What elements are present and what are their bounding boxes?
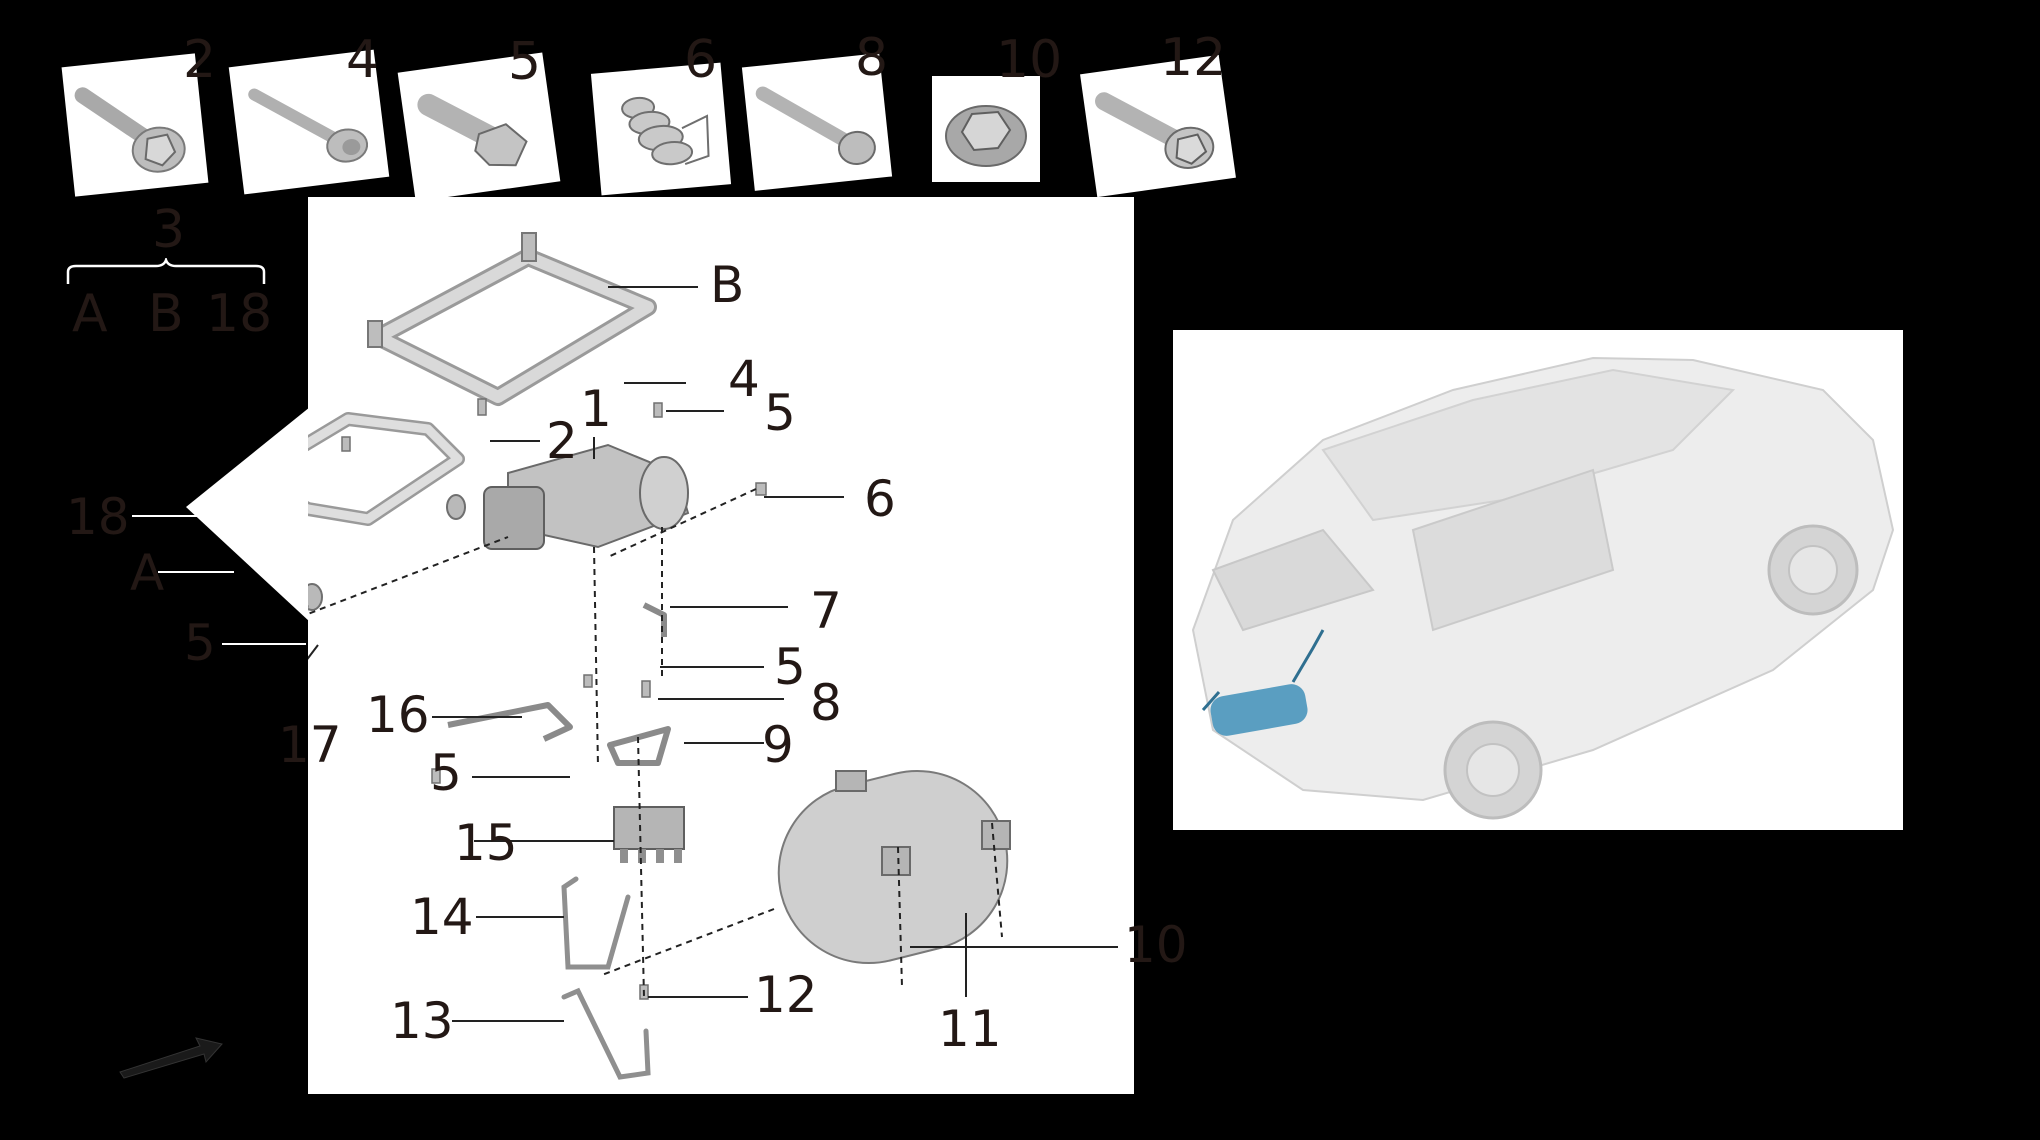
callout-a: A	[130, 544, 165, 602]
kit-member-b: B	[148, 284, 184, 344]
callout-10: 10	[1124, 916, 1188, 974]
fastener-number-4: 4	[346, 30, 380, 90]
callout-16: 16	[366, 686, 430, 744]
callout-5-lower: 5	[430, 744, 462, 802]
callout-15: 15	[454, 814, 518, 872]
callout-5-upper: 5	[764, 384, 796, 442]
fastener-thumb-10	[932, 76, 1040, 182]
callout-5-left: 5	[184, 614, 216, 672]
kit-number: 3	[152, 200, 186, 260]
fastener-number-5: 5	[508, 32, 542, 92]
fastener-number-10: 10	[996, 30, 1063, 90]
callout-b: B	[710, 256, 745, 314]
vehicle-outline	[1193, 358, 1893, 818]
callout-5-mid: 5	[774, 638, 806, 696]
callout-2: 2	[546, 412, 578, 470]
valve-block	[614, 807, 684, 863]
fastener-number-12: 12	[1160, 28, 1227, 88]
mounting-brackets	[308, 605, 668, 763]
callout-11: 11	[938, 1000, 1002, 1058]
orientation-arrow-icon	[110, 1032, 230, 1082]
kit-member-18: 18	[206, 284, 273, 344]
callout-6: 6	[864, 470, 896, 528]
callout-1: 1	[580, 380, 612, 438]
exploded-view-panel	[308, 197, 1134, 1094]
fastener-number-6: 6	[684, 30, 718, 90]
callout-4: 4	[728, 350, 760, 408]
compressor-unit	[484, 445, 688, 549]
kit-member-a: A	[72, 284, 108, 344]
callout-13: 13	[390, 992, 454, 1050]
callout-7: 7	[810, 582, 842, 640]
fastener-number-2: 2	[183, 30, 217, 90]
callout-18: 18	[66, 488, 130, 546]
air-pipes	[564, 879, 648, 1077]
bracket-a-frame	[308, 419, 458, 519]
callout-9: 9	[762, 716, 794, 774]
fastener-number-8: 8	[855, 28, 889, 88]
bracket-b-frame	[368, 233, 648, 397]
vehicle-location-panel	[1173, 330, 1903, 830]
callout-14: 14	[410, 888, 474, 946]
callout-8: 8	[810, 674, 842, 732]
callout-12: 12	[754, 966, 818, 1024]
callout-17: 17	[278, 716, 342, 774]
